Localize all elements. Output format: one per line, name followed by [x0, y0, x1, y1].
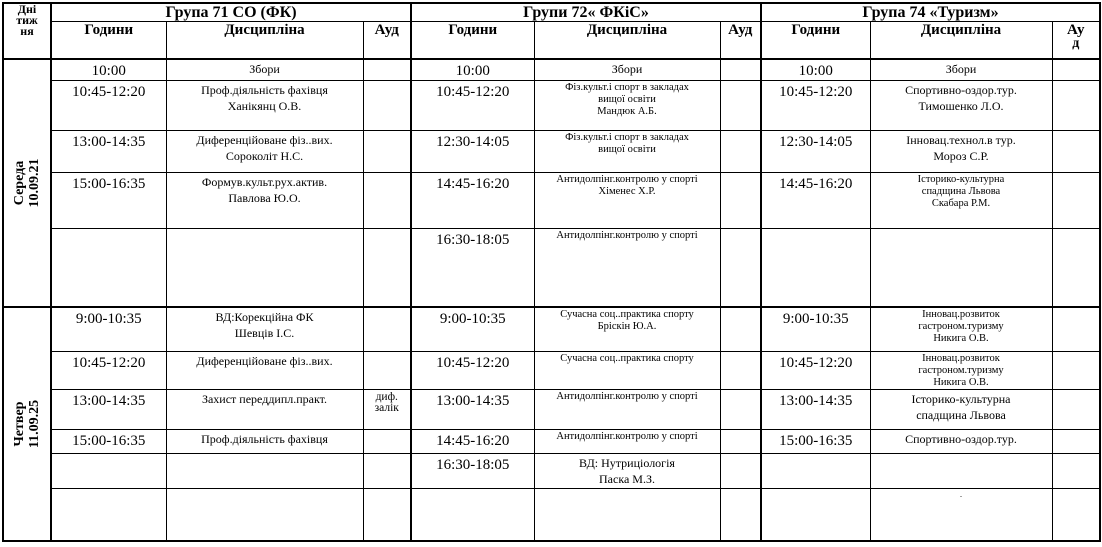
g72-time-cell [411, 489, 534, 541]
discipline-line: Збори [945, 61, 977, 76]
g71-aud-cell [363, 59, 411, 81]
discipline-line: ВД: Нутриціологія [579, 456, 675, 470]
g74-aud-cell [1052, 390, 1100, 430]
discipline-line: Антидолпінг.контролю у спорті [556, 230, 698, 241]
g74-aud-header-line2: д [1072, 36, 1080, 51]
g71-discipline-cell [166, 390, 363, 430]
group-header-row [3, 3, 1100, 22]
g71-aud-cell [363, 430, 411, 454]
day-date: 10.09.21 [27, 158, 42, 207]
g74-aud-cell [1052, 229, 1100, 307]
g72-discipline-header: Дисципліна [534, 22, 720, 59]
discipline-line: Никига О.В. [933, 377, 989, 388]
day-name: Четвер [12, 401, 27, 446]
group-71-title: Група 71 СО (ФК) [51, 3, 411, 22]
g72-aud-cell [720, 454, 761, 489]
g71-discipline-cell [166, 131, 363, 173]
g71-aud-cell [363, 131, 411, 173]
g74-discipline-cell [870, 131, 1052, 173]
g72-discipline-cell [534, 131, 720, 173]
discipline-line: Никига О.В. [933, 332, 989, 344]
g74-aud-cell [1052, 59, 1100, 81]
discipline-line: Диференційоване фіз..вих. [196, 354, 333, 368]
discipline-line: Антидолпінг.контролю у спорті [556, 431, 698, 442]
g72-discipline-cell [534, 173, 720, 229]
discipline-line: Проф.діяльність фахівця [201, 83, 328, 97]
g74-discipline-cell [870, 307, 1052, 352]
g74-aud-cell [1052, 489, 1100, 541]
discipline-line: ВД:Корекційна ФК [215, 309, 314, 324]
discipline-line: Інновац.технол.в тур. [906, 133, 1016, 147]
g74-discipline-cell [870, 59, 1052, 81]
g72-aud-cell [720, 489, 761, 541]
g71-aud-cell [363, 229, 411, 307]
g74-time-cell: 15:00-16:35 [761, 430, 870, 454]
discipline-line: спадщина Львова [916, 408, 1006, 422]
g74-aud-cell [1052, 173, 1100, 229]
discipline-line: Ханікянц О.В. [227, 99, 302, 113]
discipline-line: Фіз.культ.і спорт в закладах [565, 82, 689, 93]
g71-discipline-cell [166, 430, 363, 454]
day-date: 11.09.25 [27, 399, 42, 448]
discipline-line: Сучасна соц..практика спорту [560, 353, 694, 364]
g71-discipline-cell [166, 81, 363, 131]
g74-time-cell: 10:45-12:20 [761, 352, 870, 390]
g72-discipline-cell [534, 352, 720, 390]
g72-discipline-cell [534, 390, 720, 430]
g74-aud-header-line1: Ау [1066, 22, 1085, 38]
group-72-title: Групи 72« ФКіС» [411, 3, 761, 22]
g74-aud-cell [1052, 307, 1100, 352]
schedule-row [3, 489, 1100, 541]
discipline-line: гастроном.туризму [918, 320, 1004, 332]
aud-line: диф. [375, 391, 398, 403]
schedule-row [3, 59, 1100, 81]
g71-time-cell: 10:00 [51, 59, 166, 81]
g74-time-cell [761, 454, 870, 489]
schedule-row [3, 390, 1100, 430]
g72-time-cell: 16:30-18:05 [411, 229, 534, 307]
discipline-line: Мороз С.Р. [933, 149, 989, 163]
g74-time-cell: 14:45-16:20 [761, 173, 870, 229]
g72-aud-cell [720, 390, 761, 430]
days-label-3: ня [20, 24, 34, 38]
discipline-line: Диференційоване фіз..вих. [196, 133, 333, 147]
g71-time-cell [51, 454, 166, 489]
g72-discipline-cell [534, 430, 720, 454]
g72-hours-header: Години [411, 22, 534, 59]
g74-aud-cell [1052, 352, 1100, 390]
g74-discipline-cell [870, 81, 1052, 131]
discipline-line: Антидолпінг.контролю у спорті [556, 174, 698, 185]
g71-discipline-cell [166, 59, 363, 81]
days-label-1: Дні [17, 3, 37, 16]
g72-time-cell: 10:45-12:20 [411, 81, 534, 131]
g74-time-cell: 12:30-14:05 [761, 131, 870, 173]
g74-aud-header [1052, 22, 1100, 59]
schedule-row [3, 430, 1100, 454]
g71-hours-header: Години [51, 22, 166, 59]
g71-discipline-cell [166, 454, 363, 489]
g71-time-cell: 10:45-12:20 [51, 81, 166, 131]
day-label [12, 158, 42, 207]
g72-discipline-cell [534, 229, 720, 307]
g72-discipline-cell [534, 307, 720, 352]
discipline-line: Бріскін Ю.А. [597, 320, 657, 332]
schedule-row [3, 173, 1100, 229]
g72-time-cell: 14:45-16:20 [411, 173, 534, 229]
g71-aud-cell [363, 307, 411, 352]
g71-time-cell: 10:45-12:20 [51, 352, 166, 390]
g71-aud-cell [363, 390, 411, 430]
discipline-line: Інновац.розвиток [922, 353, 1000, 364]
g72-time-cell: 14:45-16:20 [411, 430, 534, 454]
schedule-row [3, 81, 1100, 131]
g74-time-cell [761, 229, 870, 307]
g74-aud-cell [1052, 131, 1100, 173]
g72-time-cell: 9:00-10:35 [411, 307, 534, 352]
discipline-line: Антидолпінг.контролю у спорті [556, 391, 698, 402]
g71-aud-cell [363, 489, 411, 541]
stray-dot: . [960, 490, 962, 499]
discipline-line: Захист переддипл.практ. [201, 392, 328, 406]
discipline-line: Паска М.З. [599, 472, 655, 486]
g74-aud-cell [1052, 81, 1100, 131]
discipline-line: Проф.діяльність фахівця [201, 432, 328, 446]
g74-discipline-header: Дисципліна [870, 22, 1052, 59]
discipline-line: Хіменес Х.Р. [598, 186, 656, 197]
g71-time-cell: 9:00-10:35 [51, 307, 166, 352]
discipline-line: Сороколіт Н.С. [225, 149, 304, 163]
discipline-line: спадщина Львова [921, 186, 1001, 197]
aud-line: залік [374, 402, 399, 414]
column-header-row [3, 22, 1100, 59]
g72-aud-cell [720, 430, 761, 454]
g72-discipline-cell [534, 81, 720, 131]
g74-discipline-cell [870, 173, 1052, 229]
discipline-line: Павлова Ю.О. [228, 191, 301, 205]
g72-time-cell: 13:00-14:35 [411, 390, 534, 430]
g72-aud-cell [720, 229, 761, 307]
discipline-line: Скабара Р.М. [931, 198, 991, 209]
schedule-row [3, 229, 1100, 307]
g71-time-cell: 13:00-14:35 [51, 131, 166, 173]
g74-time-cell: 10:00 [761, 59, 870, 81]
days-label-2: тиж [16, 13, 38, 27]
discipline-line: Шевців І.С. [234, 325, 295, 340]
g72-aud-cell [720, 81, 761, 131]
schedule-row [3, 352, 1100, 390]
g71-discipline-header: Дисципліна [166, 22, 363, 59]
g74-hours-header: Години [761, 22, 870, 59]
g71-discipline-cell [166, 489, 363, 541]
discipline-line: Збори [611, 61, 643, 76]
g72-time-cell: 16:30-18:05 [411, 454, 534, 489]
g72-aud-cell [720, 307, 761, 352]
schedule-row [3, 307, 1100, 352]
discipline-line: вищої освіти [598, 94, 656, 105]
g72-time-cell: 10:00 [411, 59, 534, 81]
g74-aud-cell [1052, 430, 1100, 454]
g74-discipline-cell [870, 454, 1052, 489]
day-cell [3, 307, 51, 541]
g72-aud-cell [720, 131, 761, 173]
g71-aud-cell [363, 173, 411, 229]
day-label [12, 399, 42, 447]
g74-discipline-cell [870, 390, 1052, 430]
g71-aud-cell [363, 352, 411, 390]
g74-time-cell [761, 489, 870, 541]
discipline-line: вищої освіти [598, 144, 656, 155]
g74-discipline-cell [870, 430, 1052, 454]
g71-aud-header: Ауд [363, 22, 411, 59]
g71-discipline-cell [166, 307, 363, 352]
group-74-title: Група 74 «Туризм» [761, 3, 1100, 22]
discipline-line: Інновац.розвиток [922, 308, 1000, 320]
discipline-line: Формув.культ.рух.актив. [201, 175, 328, 189]
g74-aud-cell [1052, 454, 1100, 489]
g72-discipline-cell [534, 489, 720, 541]
discipline-line: Мандюк А.Б. [597, 106, 657, 117]
g74-time-cell: 10:45-12:20 [761, 81, 870, 131]
day-name: Середа [12, 160, 27, 205]
schedule-table [2, 2, 1101, 542]
g72-discipline-cell [534, 454, 720, 489]
g71-aud-cell [363, 81, 411, 131]
g72-aud-cell [720, 352, 761, 390]
g74-discipline-cell [870, 229, 1052, 307]
day-cell [3, 59, 51, 307]
g71-time-cell: 13:00-14:35 [51, 390, 166, 430]
g71-time-cell [51, 229, 166, 307]
g72-aud-cell [720, 59, 761, 81]
g72-time-cell: 12:30-14:05 [411, 131, 534, 173]
schedule-row [3, 131, 1100, 173]
discipline-line: Спортивно-оздор.тур. [905, 432, 1017, 446]
schedule-row [3, 454, 1100, 489]
g71-time-cell: 15:00-16:35 [51, 173, 166, 229]
g71-discipline-cell [166, 173, 363, 229]
g74-time-cell: 9:00-10:35 [761, 307, 870, 352]
g74-discipline-cell [870, 352, 1052, 390]
discipline-line: Історико-культурна [911, 392, 1011, 406]
g71-time-cell [51, 489, 166, 541]
discipline-line: Тимошенко Л.О. [918, 99, 1004, 113]
discipline-line: Спортивно-оздор.тур. [905, 83, 1017, 97]
g71-time-cell: 15:00-16:35 [51, 430, 166, 454]
g72-aud-cell [720, 173, 761, 229]
g71-discipline-cell [166, 229, 363, 307]
g72-discipline-cell [534, 59, 720, 81]
g74-time-cell: 13:00-14:35 [761, 390, 870, 430]
days-header-cell [3, 3, 51, 59]
g71-discipline-cell [166, 352, 363, 390]
g72-time-cell: 10:45-12:20 [411, 352, 534, 390]
g72-aud-header: Ауд [720, 22, 761, 59]
discipline-line: Сучасна соц..практика спорту [560, 308, 694, 320]
g71-aud-cell [363, 454, 411, 489]
discipline-line: Історико-культурна [917, 174, 1005, 185]
discipline-line: гастроном.туризму [918, 365, 1004, 376]
discipline-line: Збори [249, 61, 280, 76]
discipline-line: Фіз.культ.і спорт в закладах [565, 132, 689, 143]
